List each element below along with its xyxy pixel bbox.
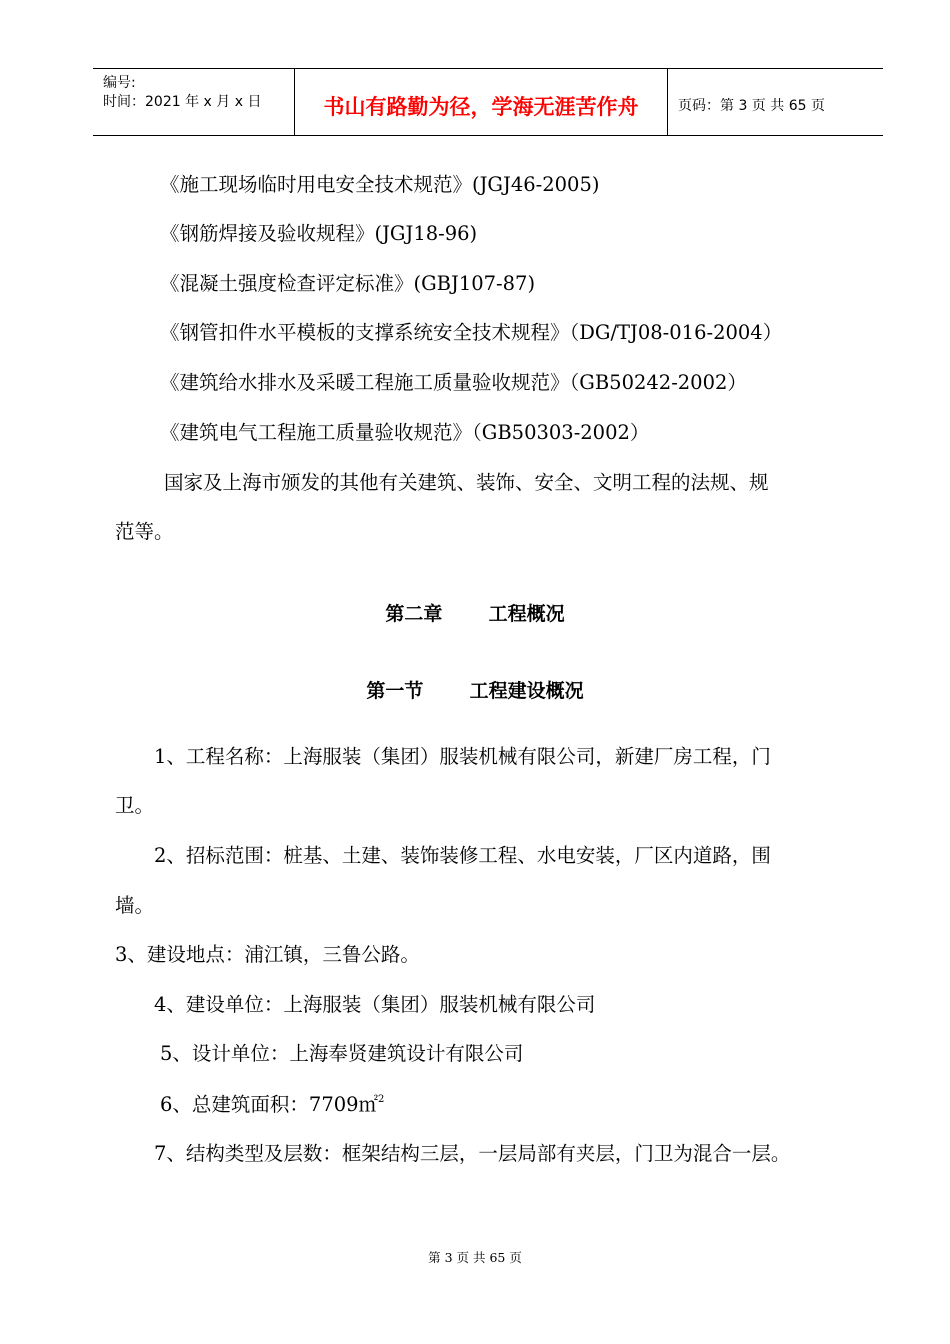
standard-item: 《建筑电气工程施工质量验收规范》（GB50303-2002） <box>160 421 650 444</box>
section-title: 第一节 工程建设概况 <box>366 680 584 702</box>
header-motto: 书山有路勤为径，学海无涯苦作舟 <box>323 95 639 119</box>
item-2-line1: 2、招标范围：桩基、土建、装饰装修工程、水电安装，厂区内道路，围 <box>154 844 771 867</box>
header-meta-cell <box>93 69 295 135</box>
item-6-superscript: 2 <box>378 1094 385 1105</box>
page-footer: 第 3 页 共 65 页 <box>428 1250 522 1265</box>
header-time-label: 时间：2021 年 x 月 x 日 <box>103 94 262 110</box>
regulation-para-line1: 国家及上海市颁发的其他有关建筑、装饰、安全、文明工程的法规、规 <box>164 471 769 494</box>
standard-item: 《钢筋焊接及验收规程》(JGJ18-96) <box>160 222 478 245</box>
chapter-title: 第二章 工程概况 <box>385 603 565 625</box>
standard-item: 《混凝土强度检查评定标准》(GBJ107-87) <box>160 272 536 295</box>
item-7: 7、结构类型及层数：框架结构三层，一层局部有夹层，门卫为混合一层。 <box>154 1142 791 1165</box>
standard-item: 《施工现场临时用电安全技术规范》(JGJ46-2005) <box>160 173 600 196</box>
header-page-label: 页码：第 3 页 共 65 页 <box>678 98 825 114</box>
header-page-cell <box>668 69 883 135</box>
item-6-text: 6、总建筑面积：7709㎡ <box>160 1093 379 1116</box>
header-motto-cell <box>295 69 668 135</box>
standard-item: 《建筑给水排水及采暖工程施工质量验收规范》（GB50242-2002） <box>160 371 747 394</box>
regulation-para-line2: 范等。 <box>115 520 174 543</box>
item-3: 3、建设地点：浦江镇，三鲁公路。 <box>115 943 420 966</box>
item-4: 4、建设单位：上海服装（集团）服装机械有限公司 <box>154 993 596 1016</box>
item-1-line2: 卫。 <box>115 794 155 817</box>
page-header <box>93 68 883 136</box>
item-6 <box>160 1095 384 1115</box>
item-2-line2: 墙。 <box>115 894 155 917</box>
header-number-label: 编号: <box>103 75 136 91</box>
item-5: 5、设计单位：上海奉贤建筑设计有限公司 <box>160 1042 524 1065</box>
standard-item: 《钢管扣件水平模板的支撑系统安全技术规程》（DG/TJ08-016-2004） <box>160 321 783 344</box>
item-1-line1: 1、工程名称：上海服装（集团）服装机械有限公司，新建厂房工程，门 <box>154 745 771 768</box>
